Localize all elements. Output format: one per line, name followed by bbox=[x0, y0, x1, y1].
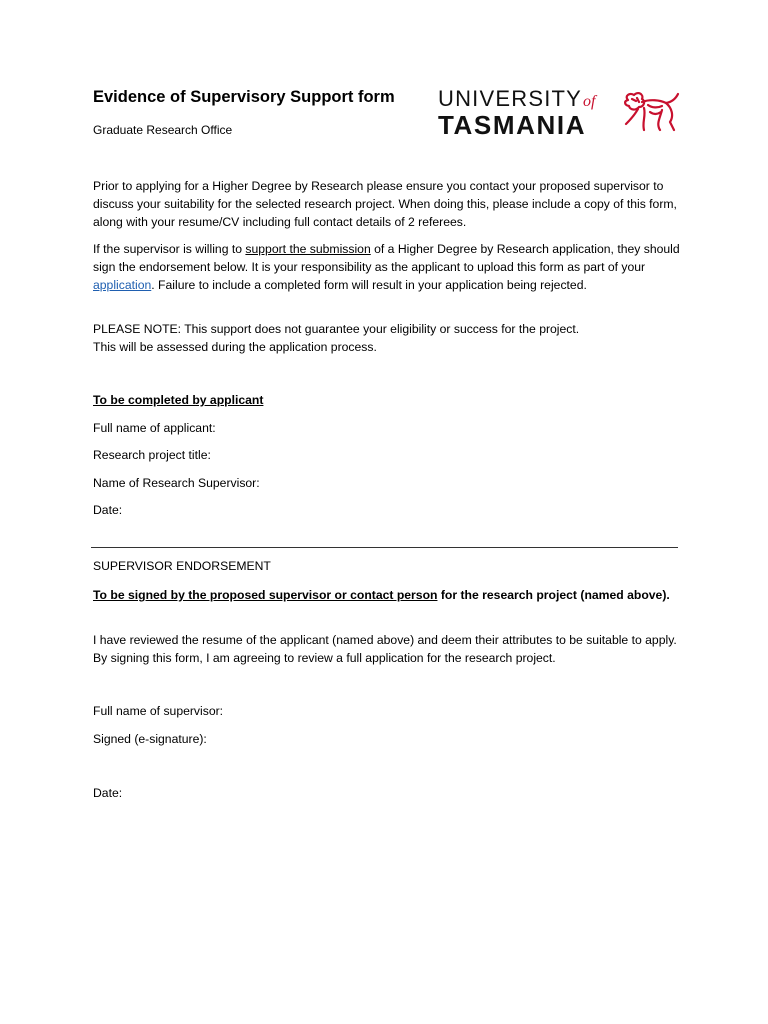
logo-line-university: UNIVERSITYof bbox=[438, 86, 596, 111]
form-title: Evidence of Supervisory Support form bbox=[93, 88, 395, 106]
submission-paragraph: If the supervisor is willing to support the submission of a Higher Degree by Research application, they should sign the endorsement below. It is your responsibility as the applicant to upload this form as part of your application. Failure to include a completed form will result in your application being rejected. bbox=[93, 242, 680, 293]
university-logo bbox=[438, 86, 683, 142]
endorsement-statement: I have reviewed the resume of the applicant (named above) and deem their attributes to be suitable to apply. By signing this form, I am agreeing to review a full application for the research project. bbox=[93, 633, 677, 666]
application-link[interactable]: application bbox=[93, 278, 152, 293]
signed-by-paragraph: To be signed by the proposed supervisor or contact person for the research project (named above). bbox=[93, 588, 670, 602]
signed-by-underlined: To be signed by the proposed supervisor or contact person bbox=[93, 588, 438, 602]
supervisor-full-name-label: Full name of supervisor: bbox=[93, 704, 224, 718]
endorsement-heading: SUPERVISOR ENDORSEMENT bbox=[93, 559, 271, 573]
applicant-date-label: Date: bbox=[93, 503, 123, 517]
office-name: Graduate Research Office bbox=[93, 123, 233, 137]
applicant-section-heading: To be completed by applicant bbox=[93, 393, 264, 407]
logo-line-tasmania: TASMANIA bbox=[438, 110, 587, 140]
please-note-paragraph: PLEASE NOTE: This support does not guarantee your eligibility or success for the project. This will be assessed during the application process. bbox=[93, 322, 580, 355]
e-signature-label: Signed (e-signature): bbox=[93, 732, 207, 746]
logo-of: of bbox=[583, 93, 596, 110]
section-divider bbox=[91, 547, 678, 548]
lion-icon bbox=[620, 90, 680, 134]
support-submission-text: support the submission bbox=[245, 242, 371, 256]
project-title-label: Research project title: bbox=[93, 448, 211, 462]
supervisor-name-label: Name of Research Supervisor: bbox=[93, 476, 260, 490]
supervisor-date-label: Date: bbox=[93, 786, 123, 800]
intro-paragraph: Prior to applying for a Higher Degree by Research please ensure you contact your proposed supervisor to discuss your suitability for the selected research project. When doing this, please include a copy of this form, along with your resume/CV including full contact details of 2 referees. bbox=[93, 179, 677, 230]
applicant-name-label: Full name of applicant: bbox=[93, 421, 216, 435]
